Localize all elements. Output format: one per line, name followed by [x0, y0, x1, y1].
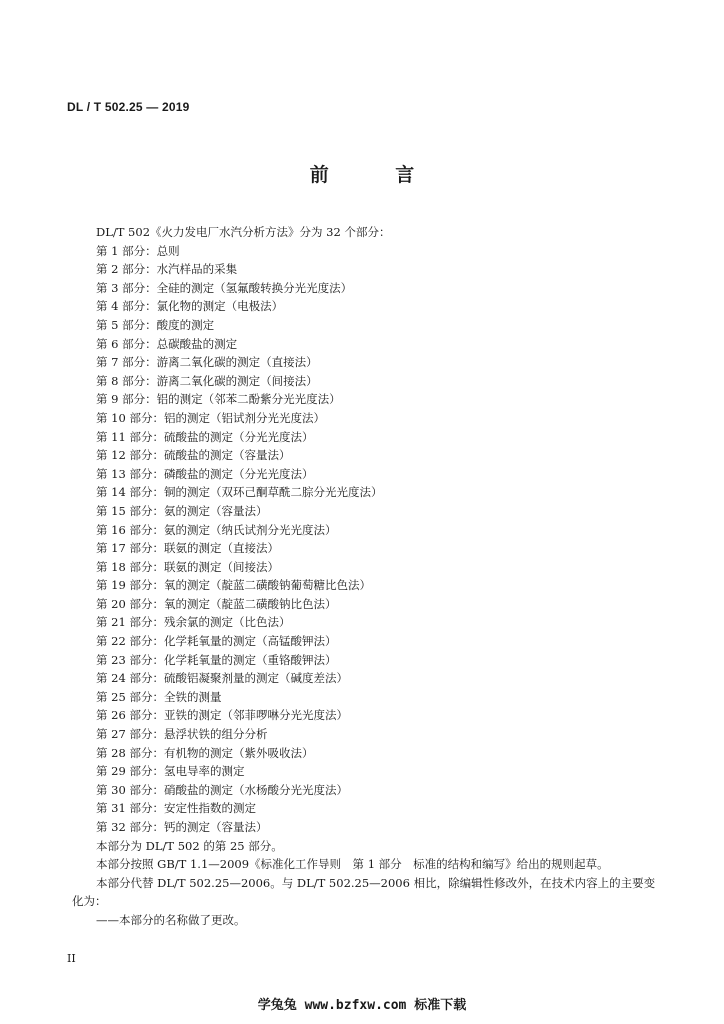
- document-id: DL / T 502.25 — 2019: [67, 100, 190, 114]
- part-list-item: 第 27 部分：悬浮状铁的组分分析: [96, 727, 268, 742]
- part-list-item: 第 29 部分：氢电导率的测定: [96, 764, 245, 779]
- part-list-item: 第 30 部分：硝酸盐的测定（水杨酸分光光度法）: [96, 782, 348, 797]
- part-list-item: 第 19 部分：氧的测定（靛蓝二磺酸钠葡萄糖比色法）: [96, 578, 371, 593]
- part-list-item: 第 17 部分：联氨的测定（直接法）: [96, 541, 279, 556]
- part-list-item: 第 5 部分：酸度的测定: [96, 317, 215, 332]
- part-list-item: 第 25 部分：全铁的测量: [96, 689, 222, 704]
- part-list-item: 第 24 部分：硫酸铝凝聚剂量的测定（碱度差法）: [96, 671, 348, 686]
- part-list-item: 第 8 部分：游离二氧化碳的测定（间接法）: [96, 373, 318, 388]
- part-list-item: 第 31 部分：安定性指数的测定: [96, 801, 256, 816]
- part-list-item: 第 12 部分：硫酸盐的测定（容量法）: [96, 448, 291, 463]
- foreword-body: [72, 223, 662, 930]
- part-list-item: 第 20 部分：氧的测定（靛蓝二磺酸钠比色法）: [96, 596, 337, 611]
- paragraph: 本部分为 DL/T 502 的第 25 部分。: [96, 838, 283, 853]
- paragraph: 本部分按照 GB/T 1.1—2009《标准化工作导则 第 1 部分 标准的结构和编写》给出的规则起草。: [96, 857, 609, 872]
- part-list-item: 第 10 部分：铝的测定（铝试剂分光光度法）: [96, 410, 325, 425]
- part-list-item: 第 14 部分：铜的测定（双环己酮草酰二腙分光光度法）: [96, 485, 383, 500]
- part-list-item: 第 4 部分：氯化物的测定（电极法）: [96, 299, 284, 314]
- part-list-item: 第 2 部分：水汽样品的采集: [96, 262, 238, 277]
- page-number: II: [67, 952, 76, 965]
- part-list-item: 第 1 部分：总则: [96, 243, 180, 258]
- part-list-item: 第 32 部分：钙的测定（容量法）: [96, 820, 268, 834]
- footer-watermark: 学兔兔 www.bzfxw.com 标准下载: [257, 998, 467, 1013]
- part-list-item: 第 26 部分：亚铁的测定（邻菲啰啉分光光度法）: [96, 708, 348, 723]
- paragraph: 本部分代替 DL/T 502.25—2006。与 DL/T 502.25—2006 相比，除编辑性修改外，在技术内容上的主要变化为：: [72, 875, 656, 909]
- part-list-item: 第 11 部分：硫酸盐的测定（分光光度法）: [96, 429, 314, 444]
- part-list-item: 第 9 部分：铝的测定（邻苯二酚紫分光光度法）: [96, 392, 341, 407]
- part-list-item: 第 21 部分：残余氯的测定（比色法）: [96, 615, 291, 630]
- part-list-item: 第 15 部分：氨的测定（容量法）: [96, 503, 268, 518]
- part-list-item: 第 6 部分：总碳酸盐的测定: [96, 336, 238, 351]
- part-list-item: 第 16 部分：氨的测定（纳氏试剂分光光度法）: [96, 522, 337, 537]
- intro-line: DL/T 502《火力发电厂水汽分析方法》分为 32 个部分：: [96, 225, 391, 239]
- part-list-item: 第 7 部分：游离二氧化碳的测定（直接法）: [96, 355, 318, 370]
- part-list-item: 第 23 部分：化学耗氧量的测定（重铬酸钾法）: [96, 652, 337, 667]
- part-list-item: 第 28 部分：有机物的测定（紫外吸收法）: [96, 745, 314, 760]
- part-list-item: 第 18 部分：联氨的测定（间接法）: [96, 559, 279, 574]
- paragraph: ——本部分的名称做了更改。: [96, 912, 246, 927]
- page-title: 前 言: [309, 164, 445, 186]
- part-list-item: 第 3 部分：全硅的测定（氢氟酸转换分光光度法）: [96, 280, 353, 295]
- parts-list: [72, 242, 662, 837]
- part-list-item: 第 22 部分：化学耗氧量的测定（高锰酸钾法）: [96, 634, 337, 649]
- part-list-item: 第 13 部分：磷酸盐的测定（分光光度法）: [96, 466, 314, 481]
